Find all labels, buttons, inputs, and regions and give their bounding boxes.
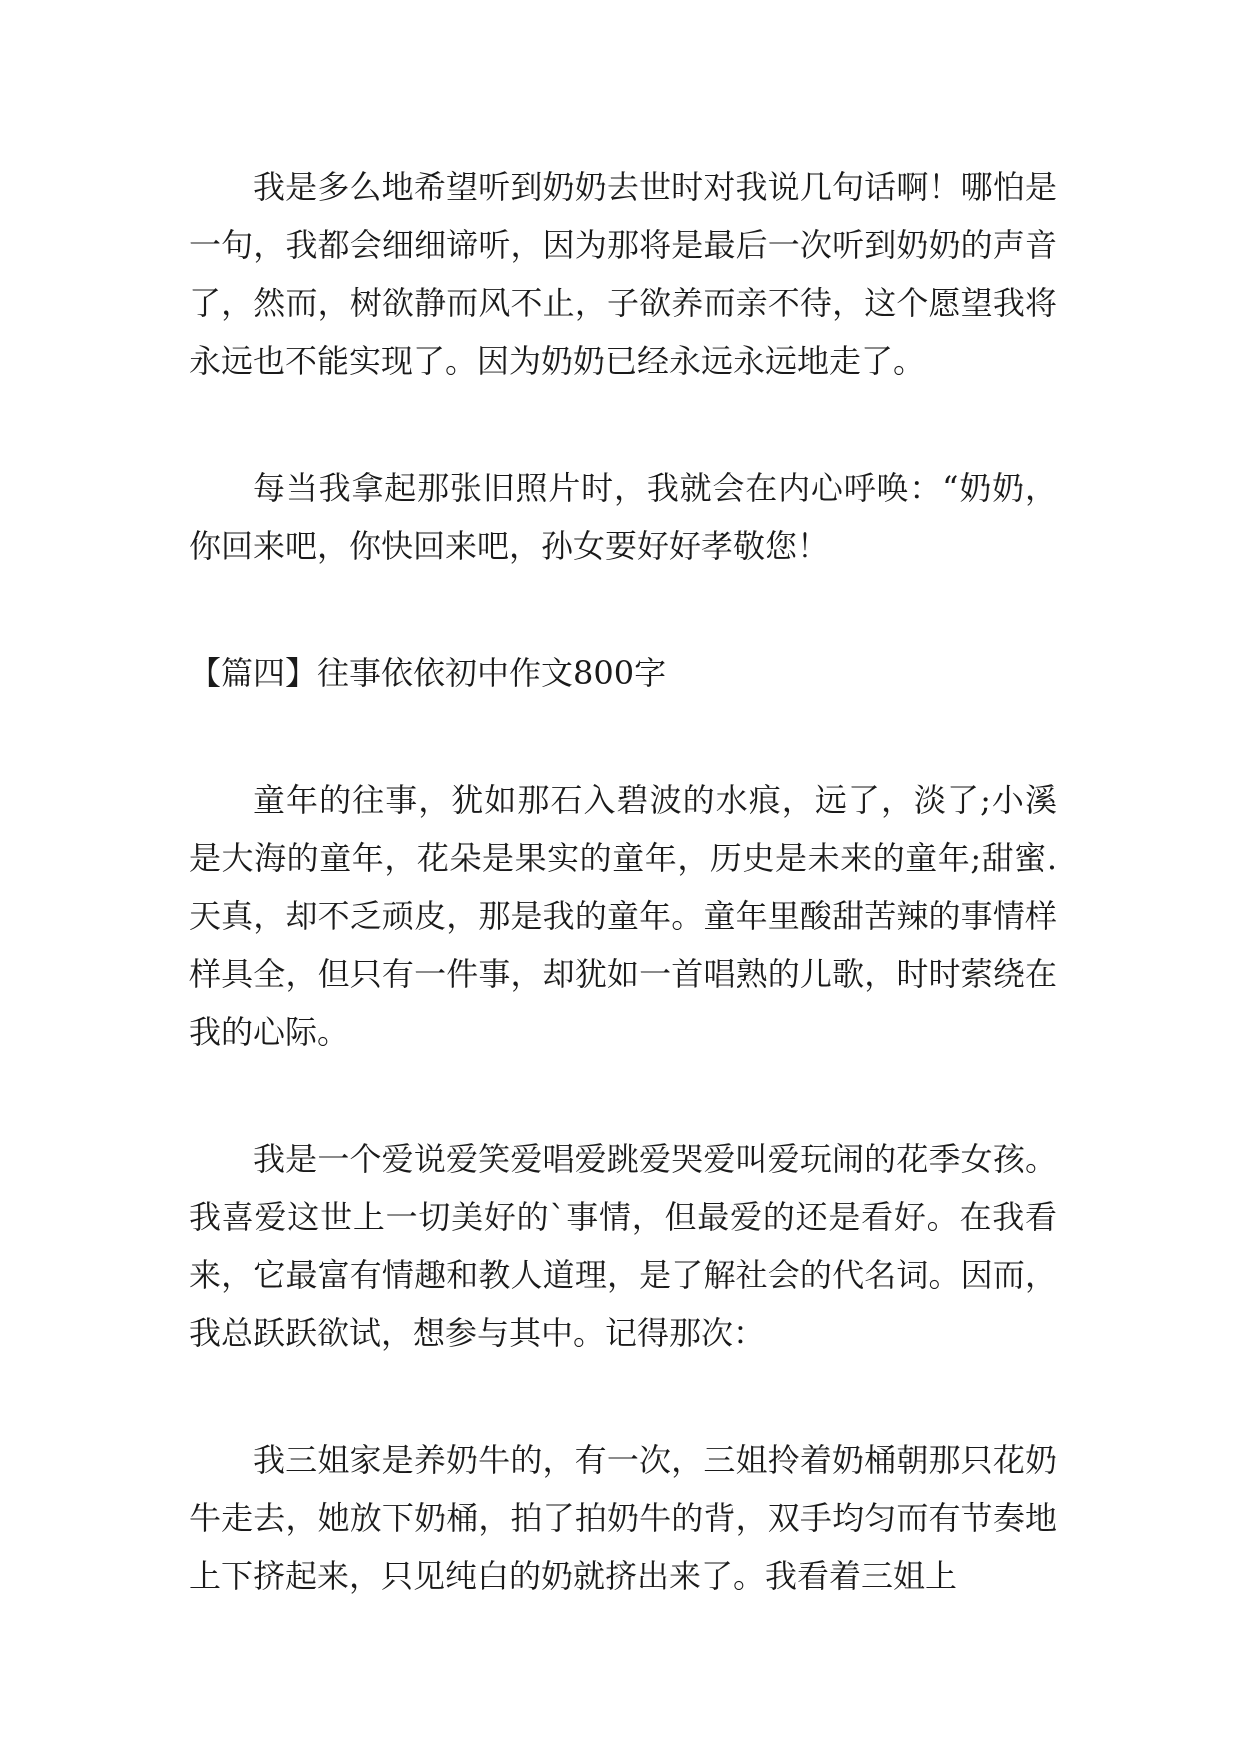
paragraph: 童年的往事，犹如那石入碧波的水痕，远了，淡了;小溪是大海的童年，花朵是果实的童年，历史是未来的童年;甜蜜.天真，却不乏顽皮，那是我的童年。童年里酸甜苦辣的事情样样具全，但只有一件事，却犹如一首唱熟的儿歌，时时萦绕在我的心际。 bbox=[189, 781, 1057, 1051]
section-heading: 【篇四】往事依依初中作文800字 bbox=[189, 654, 667, 692]
document-body bbox=[189, 158, 1057, 1605]
paragraph: 每当我拿起那张旧照片时，我就会在内心呼唤：“奶奶，你回来吧，你快回来吧，孙女要好好孝敬您！ bbox=[189, 469, 1057, 565]
paragraph: 我三姐家是养奶牛的，有一次，三姐拎着奶桶朝那只花奶牛走去，她放下奶桶，拍了拍奶牛的背，双手均匀而有节奏地上下挤起来，只见纯白的奶就挤出来了。我看着三姐上 bbox=[189, 1441, 1057, 1595]
paragraph: 我是一个爱说爱笑爱唱爱跳爱哭爱叫爱玩闹的花季女孩。我喜爱这世上一切美好的`事情，但最爱的还是看好。在我看来，它最富有情趣和教人道理，是了解社会的代名词。因而，我总跃跃欲试，想参与其中。记得那次： bbox=[189, 1140, 1057, 1352]
paragraph: 我是多么地希望听到奶奶去世时对我说几句话啊！哪怕是一句，我都会细细谛听，因为那将是最后一次听到奶奶的声音了，然而，树欲静而风不止，子欲养而亲不待，这个愿望我将永远也不能实现了。因为奶奶已经永远永远地走了。 bbox=[189, 168, 1057, 380]
